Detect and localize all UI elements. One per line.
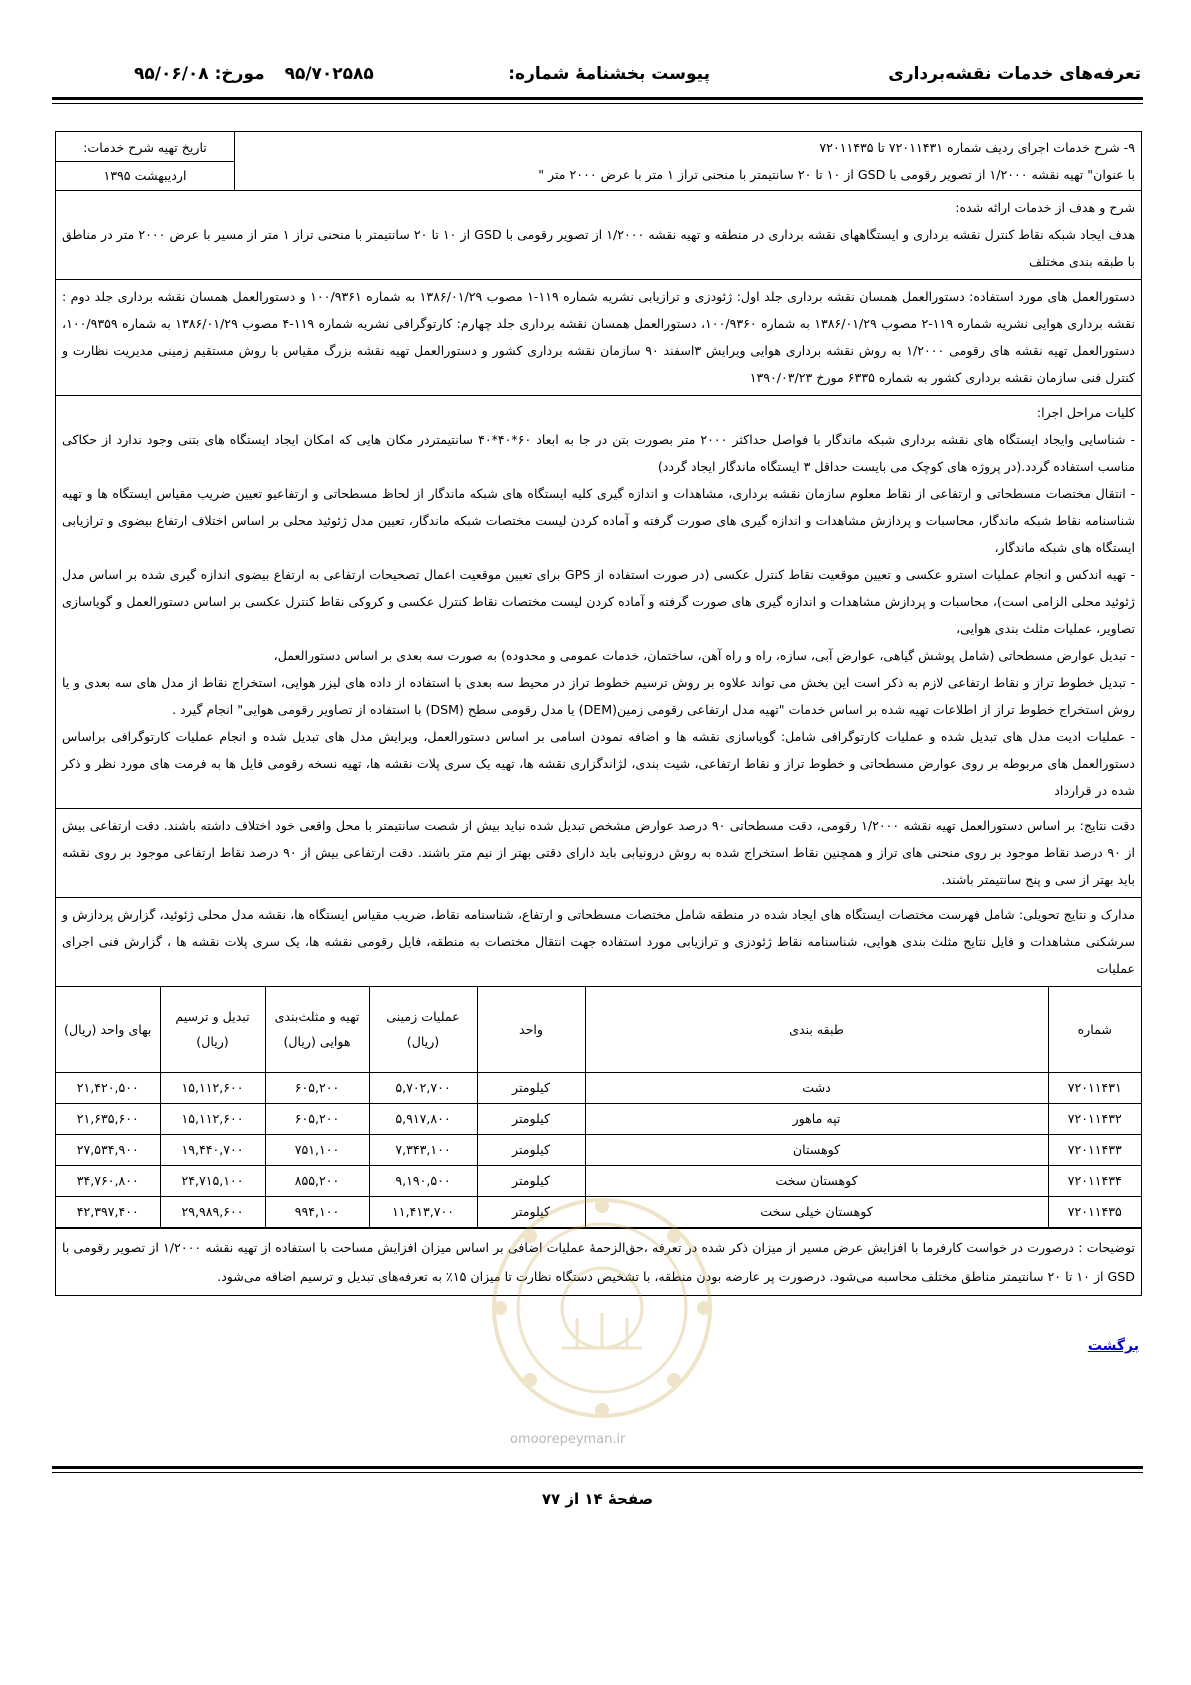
goal-section — [56, 191, 1141, 280]
service-title-line1: ۹- شرح خدمات اجرای ردیف شماره ۷۲۰۱۱۴۳۱ تا ۷۲۰۱۱۴۳۵ — [819, 140, 1135, 155]
cell-price: ۲۱,۴۲۰,۵۰۰ — [56, 1072, 160, 1103]
steps-section — [56, 396, 1141, 809]
cell-drawing: ۲۹,۹۸۹,۶۰۰ — [160, 1196, 265, 1227]
cell-aerial: ۷۵۱,۱۰۰ — [265, 1134, 369, 1165]
col-class: طبقه بندی — [585, 987, 1048, 1072]
col-number: شماره — [1048, 987, 1141, 1072]
goal-heading: شرح و هدف از خدمات ارائه شده: — [955, 200, 1135, 215]
cell-unit: کیلومتر — [477, 1134, 585, 1165]
deliverables-text: مدارک و نتایج تحویلی: شامل فهرست مختصات ایستگاه های ایجاد شده در منطقه شامل مختصات مسطحاتی و ارتفاع، شناسنامه نقاط، ضریب مقیاس ایستگاه ها، نقشه مدل محلی ژئوئید، گزارش پردازش و سرشکنی مشاهدات و فایل نتایج مثلث بندی هوایی، شناسنامه نقاط ژئودزی و ترازیابی مورد استفاده جهت انتقال مختصات به منطقه، فایل رقومی نقشه ها، یک سری پلات نقشه ها ، گزارش فنی اجرای عملیات — [62, 907, 1135, 976]
goal-text: هدف ایجاد شبکه نقاط کنترل نقشه برداری و ایستگاههای نقشه برداری در منطقه و تهیه نقشه ۱/۲۰۰۰ از تصویر رقومی با GSD از ۱۰ تا ۲۰ سانتیمتر با منحنی تراز ۱ متر از مسیر با عرض ۲۰۰۰ متر در مناطق با طبقه بندی مختلف — [62, 227, 1135, 269]
steps-item: - تبدیل خطوط تراز و نقاط ارتفاعی لازم به ذکر است این بخش می تواند علاوه بر روش ترسیم خطوط تراز در محیط سه بعدی با استفاده از داده های لیزر هوایی، استخراج نقاط از مدل های سه بعدی و یا روش استخراج خطوط تراز از اطلاعات تهیه شده بر اساس خدمات "تهیه مدل ارتفاعی رقومی زمین(DEM) یا مدل رقومی سطح (DSM) با استفاده از تصاویر رقومی هوایی" انجام گیرد . — [62, 675, 1135, 717]
cell-unit: کیلومتر — [477, 1072, 585, 1103]
accuracy-text: دقت نتایج: بر اساس دستورالعمل تهیه نقشه ۱/۲۰۰۰ رقومی، دقت مسطحاتی ۹۰ درصد عوارض مشخص تبدیل شده نباید بیش از شصت سانتیمتر با محل واقعی خود اختلاف داشته باشند. دقت ارتفاعی بیش از ۹۰ درصد نقاط موجود بر روی منحنی های تراز و همچنین نقاط استخراج شده به روش درونیابی باید دارای دقتی بهتر از نیم متر باشند. دقت ارتفاعی بیش از ۹۰ درصد نقاط ارتفاعی موجود بر روی نقشه باید بهتر از سی و پنج سانتیمتر باشند. — [62, 818, 1136, 887]
publisher-seal-logo — [482, 1188, 722, 1428]
header-rule-thick — [52, 97, 1143, 100]
cell-number: ۷۲۰۱۱۴۳۵ — [1048, 1196, 1141, 1227]
service-date-label: تاریخ تهیه شرح خدمات: — [56, 134, 234, 162]
table-row — [56, 1103, 1141, 1134]
cell-class: تپه ماهور — [585, 1103, 1048, 1134]
service-frame — [55, 131, 1142, 1296]
cell-class: دشت — [585, 1072, 1048, 1103]
col-ground: عملیات زمینی (ریال) — [369, 987, 477, 1072]
steps-item: - تبدیل عوارض مسطحاتی (شامل پوشش گیاهی، عوارض آبی، سازه، راه و راه آهن، ساختمان، خدمات عمومی و محدوده) به صورت سه بعدی بر اساس دستورالعمل، — [273, 648, 1135, 663]
table-row — [56, 1072, 1141, 1103]
cell-class: کوهستان سخت — [585, 1165, 1048, 1196]
steps-heading: کلیات مراحل اجرا: — [1036, 405, 1135, 420]
cell-ground: ۷,۳۴۳,۱۰۰ — [369, 1134, 477, 1165]
cell-class: کوهستان — [585, 1134, 1048, 1165]
cell-price: ۴۲,۳۹۷,۴۰۰ — [56, 1196, 160, 1227]
steps-item: - تهیه اندکس و انجام عملیات استرو عکسی و تعیین موقعیت نقاط کنترل عکسی (در صورت استفاده از GPS برای تعیین موقعیت اعمال تصحیحات ارتفاعی به ارتفاع بیضوی اندازه گیری شده بر اساس مدل ژئوئید محلی الزامی است)، محاسبات و پردازش مشاهدات و اندازه گیری های صورت گرفته و آماده کردن لیست مختصات نقاط کنترل عکسی و کروکی نقاط کنترل عکسی بر اساس دستورالعمل و گویاسازی تصاویر، عملیات مثلث بندی هوایی، — [62, 567, 1136, 636]
table-header-row — [56, 987, 1141, 1072]
cell-number: ۷۲۰۱۱۴۳۱ — [1048, 1072, 1141, 1103]
page-header — [52, 58, 1143, 92]
cell-drawing: ۲۴,۷۱۵,۱۰۰ — [160, 1165, 265, 1196]
cell-aerial: ۹۹۴,۱۰۰ — [265, 1196, 369, 1227]
table-row — [56, 1134, 1141, 1165]
cell-aerial: ۸۵۵,۲۰۰ — [265, 1165, 369, 1196]
cell-number: ۷۲۰۱۱۴۳۴ — [1048, 1165, 1141, 1196]
service-date-value: اردیبهشت ۱۳۹۵ — [103, 168, 187, 183]
cell-aerial: ۶۰۵,۲۰۰ — [265, 1103, 369, 1134]
cell-unit: کیلومتر — [477, 1165, 585, 1196]
service-title — [234, 132, 1141, 190]
notes-text: توضیحات : درصورت در خواست کارفرما با افزایش عرض مسیر از میزان ذکر شده در تعرفه ،حق‌الزحمهٔ عملیات اضافی بر اساس میزان افزایش مساحت با استفاده از تهیه نقشه ۱/۲۰۰۰ از تصویر رقومی با GSD از ۱۰ تا ۲۰ سانتیمتر مناطق مختلف محاسبه می‌شود. درصورت پر عارضه بودن منطقه، با تشخیص دستگاه نظارت تا میزان ۱۵٪ به تعرفه‌های تبدیل و ترسیم اضافه می‌شود. — [62, 1239, 1135, 1284]
cell-drawing: ۱۵,۱۱۲,۶۰۰ — [160, 1072, 265, 1103]
footer-rule-thick — [52, 1466, 1143, 1469]
instructions-section — [56, 280, 1141, 396]
instructions-text: دستورالعمل های مورد استفاده: دستورالعمل همسان نقشه برداری جلد اول: ژئودزی و ترازیابی نشریه شماره ۱۱۹-۱ مصوب ۱۳۸۶/۰۱/۲۹ به شماره ۱۰۰/۹۳۶۱ و دستورالعمل همسان نقشه برداری جلد دوم : نقشه برداری هوایی نشریه شماره ۱۱۹-۲ مصوب ۱۳۸۶/۰۱/۲۹ به شماره ۱۰۰/۹۳۶۰، دستورالعمل همسان نقشه برداری جلد چهارم: کارتوگرافی نشریه شماره ۱۱۹-۴ مصوب ۱۳۸۶/۰۱/۲۹ به شماره ۱۰۰/۹۳۵۹، دستورالعمل تهیه نقشه های رقومی ۱/۲۰۰۰ به روش نقشه برداری هوایی ویرایش ۳اسفند ۹۰ سازمان نقشه برداری کشور و دستورالعمل تهیه نقشه بزرگ مقیاس با روش مستقیم زمینی مدیریت نظارت و کنترل فنی سازمان نقشه برداری کشور به شماره ۶۳۳۵ مورخ ۱۳۹۰/۰۳/۲۳ — [62, 289, 1135, 385]
cell-ground: ۵,۹۱۷,۸۰۰ — [369, 1103, 477, 1134]
cell-price: ۲۱,۶۳۵,۶۰۰ — [56, 1103, 160, 1134]
service-title-line2: با عنوان" تهیه نقشه ۱/۲۰۰۰ از تصویر رقومی با GSD از ۱۰ تا ۲۰ سانتیمتر با منحنی تراز ۱ متر با عرض ۲۰۰۰ متر " — [538, 167, 1135, 182]
footer-rule-thin — [52, 1472, 1143, 1473]
steps-item: - عملیات ادیت مدل های تبدیل شده و عملیات کارتوگرافی شامل: گویاسازی نقشه ها و اضافه نمودن اسامی بر اساس دستورالعمل، ویرایش مدل های تبدیل شده و انجام عملیات کارتوگرافی براساس دستورالعمل های مربوطه بر روی عوارض مسطحاتی و خطوط تراز و نقاط ارتفاعی، شیت بندی، لژاندگزاری نقشه ها، تهیه یک سری پلات نقشه ها، تهیه نسخه رقومی فایل ها به فرمت های مورد نظر و ذکر شده در قرارداد — [62, 729, 1135, 798]
cell-drawing: ۱۵,۱۱۲,۶۰۰ — [160, 1103, 265, 1134]
header-date: مورخ: ۹۵/۰۶/۰۸ — [134, 64, 265, 84]
document-page — [52, 0, 1143, 1685]
header-title: تعرفه‌های خدمات نقشه‌برداری — [888, 64, 1141, 84]
service-title-row — [56, 132, 1141, 191]
cell-unit: کیلومتر — [477, 1103, 585, 1134]
deliverables-section — [56, 898, 1141, 987]
header-rule-thin — [52, 103, 1143, 104]
cell-class: کوهستان خیلی سخت — [585, 1196, 1048, 1227]
col-aerial: تهیه و مثلث‌بندی هوایی (ریال) — [265, 987, 369, 1072]
cell-ground: ۱۱,۴۱۳,۷۰۰ — [369, 1196, 477, 1227]
steps-item: - انتقال مختصات مسطحاتی و ارتفاعی از نقاط معلوم سازمان نقشه برداری، مشاهدات و اندازه گیری کلیه ایستگاه های شبکه ماندگار از لحاظ مسطحاتی و ارتفاعیو تعیین ضریب مقیاس ایستگاه ها و تهیه شناسنامه نقاط شبکه ماندگار، محاسبات و پردازش مشاهدات و اندازه گیری های صورت گرفته و آماده کردن لیست مختصات شبکه ماندگار، تعیین مدل ژئوئید محلی بر اساس اختلاف ارتفاع بیضوی و ترازیابی ایستگاه های شبکه ماندگار، — [62, 486, 1135, 555]
page-number: صفحهٔ ۱۴ از ۷۷ — [541, 1490, 654, 1508]
accuracy-section — [56, 809, 1141, 898]
cell-unit: کیلومتر — [477, 1196, 585, 1227]
header-attachment: پیوست بخشنامهٔ شماره: — [508, 64, 710, 84]
watermark-text: omoorepeyman.ir — [510, 1432, 626, 1447]
cell-price: ۲۷,۵۳۴,۹۰۰ — [56, 1134, 160, 1165]
cell-drawing: ۱۹,۴۴۰,۷۰۰ — [160, 1134, 265, 1165]
service-date-cell — [56, 132, 234, 190]
back-link[interactable]: برگشت — [1087, 1338, 1139, 1354]
col-drawing: تبدیل و ترسیم (ریال) — [160, 987, 265, 1072]
cell-ground: ۵,۷۰۲,۷۰۰ — [369, 1072, 477, 1103]
cell-number: ۷۲۰۱۱۴۳۲ — [1048, 1103, 1141, 1134]
cell-ground: ۹,۱۹۰,۵۰۰ — [369, 1165, 477, 1196]
col-price: بهای واحد (ریال) — [56, 987, 160, 1072]
col-unit: واحد — [477, 987, 585, 1072]
header-number: ۹۵/۷۰۲۵۸۵ — [284, 64, 374, 84]
header-reference — [120, 64, 374, 84]
cell-price: ۳۴,۷۶۰,۸۰۰ — [56, 1165, 160, 1196]
steps-item: - شناسایی وایجاد ایستگاه های نقشه برداری شبکه ماندگار با فواصل حداکثر ۲۰۰۰ متر بصورت بتن در جا به ابعاد ۶۰*۴۰*۴۰ سانتیمتردر مکان هایی که امکان ایجاد ایستگاه های بتنی وجود ندارد از حکاکی مناسب استفاده گردد.(در پروژه های کوچک می بایست حداقل ۳ ایستگاه ماندگار ایجاد گردد) — [62, 432, 1135, 474]
cell-aerial: ۶۰۵,۲۰۰ — [265, 1072, 369, 1103]
cell-number: ۷۲۰۱۱۴۳۳ — [1048, 1134, 1141, 1165]
